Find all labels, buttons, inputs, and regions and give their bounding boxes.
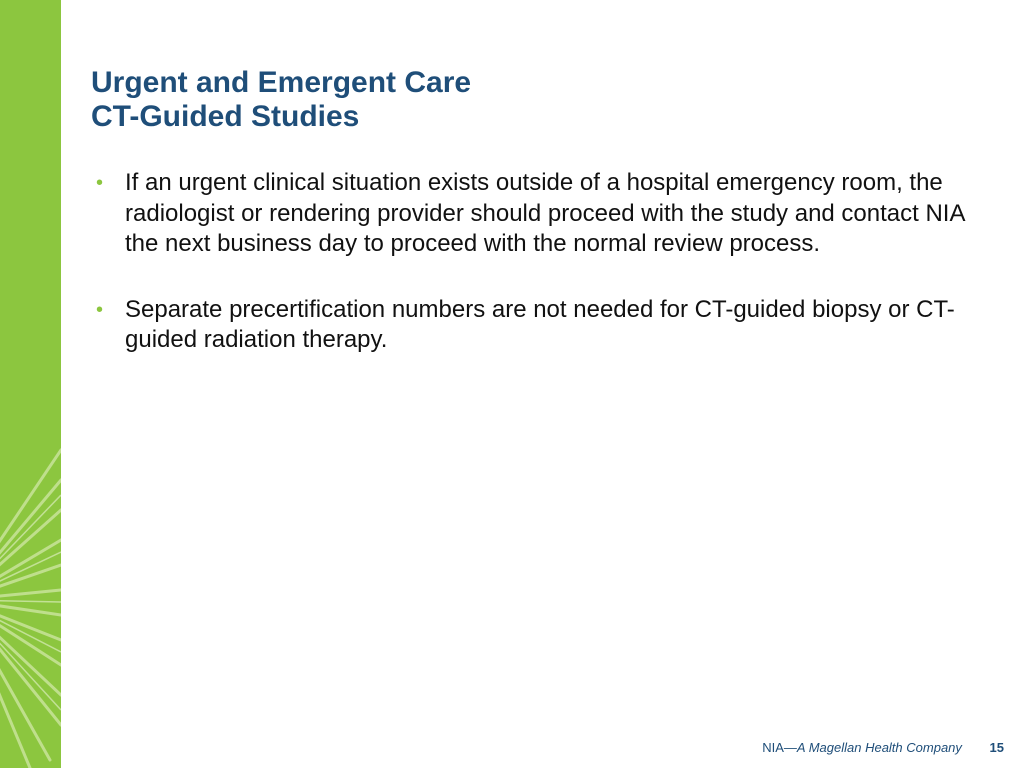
bullet-item [92, 295, 972, 356]
slide-title-line1: Urgent and Emergent Care [91, 66, 472, 99]
bullet-text: If an urgent clinical situation exists outside of a hospital emergency room, the radiologist or rendering provider should proceed with the study and contact NIA the next business day to proceed with the normal review process. [125, 169, 965, 257]
sunburst-graphic [0, 0, 61, 768]
page-number: 15 [989, 740, 1004, 755]
bullet-icon: • [96, 298, 104, 321]
slide-title-line2: CT-Guided Studies [91, 100, 360, 133]
slide-footer [762, 740, 1004, 755]
slide-title [91, 66, 471, 134]
bullet-icon: • [96, 172, 104, 194]
footer-org: NIA— [762, 740, 797, 755]
bullet-text: Separate precertification numbers are not needed for CT-guided biopsy or CT-guided radiation therapy. [125, 295, 955, 353]
bullet-item [92, 168, 972, 260]
footer-company: A Magellan Health Company [796, 740, 962, 755]
bullet-list [92, 168, 972, 391]
decorative-left-bar [0, 0, 61, 768]
